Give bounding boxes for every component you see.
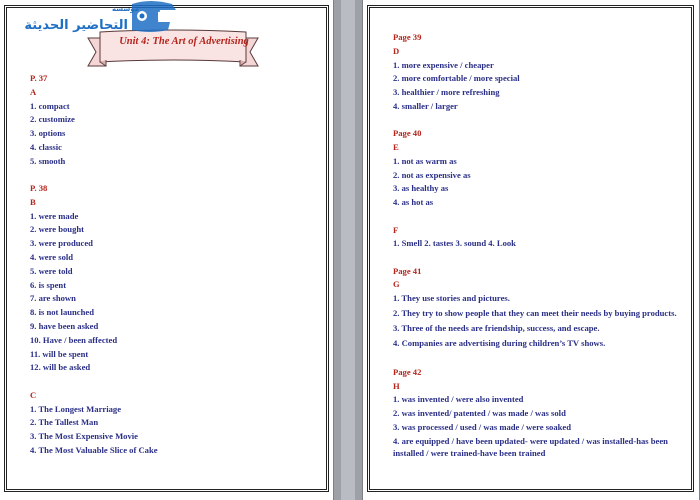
list-item: 2. They try to show people that they can meet their needs by buying products. [393, 308, 677, 319]
section-page-label: Page 42 [393, 366, 422, 377]
section-page-label: Page 41 [393, 265, 422, 276]
list-item: 1. compact [30, 100, 70, 111]
list-item: 8. is not launched [30, 307, 94, 318]
list-item: 1. Smell 2. tastes 3. sound 4. Look [393, 238, 516, 249]
section-page-label: P. 38 [30, 183, 48, 194]
right-answers [393, 31, 678, 459]
section-letter: C [30, 389, 37, 400]
list-item: 2. were bought [30, 224, 85, 235]
list-item: 4. Companies are advertising during children’s TV shows. [393, 338, 606, 349]
list-item: 4. smaller / larger [393, 100, 458, 111]
section-letter: H [393, 380, 400, 391]
section-letter: E [393, 142, 399, 153]
list-item: 4. The Most Valuable Slice of Cake [30, 444, 158, 455]
section-letter: A [30, 86, 37, 97]
unit-title: Unit 4: The Art of Advertising [119, 36, 249, 47]
list-item: 11. will be spent [30, 348, 89, 359]
list-item: 3. Three of the needs are friendship, success, and escape. [393, 323, 600, 334]
page-gutter [334, 0, 362, 500]
section-page-label: Page 40 [393, 128, 422, 139]
list-item: 4. were sold [30, 252, 74, 263]
list-item: 1. was invented / were also invented [393, 394, 524, 405]
left-answers [30, 72, 320, 458]
list-item: 5. smooth [30, 155, 66, 166]
list-item: 2. customize [30, 114, 75, 125]
section-letter: F [393, 224, 399, 235]
list-item: 2. more comfortable / more special [393, 73, 520, 84]
section-letter: D [393, 45, 400, 56]
list-item: 3. were produced [30, 238, 93, 249]
list-item: 7. are shown [30, 293, 76, 304]
list-item: 1. more expensive / cheaper [393, 59, 494, 70]
list-item: 12. will be asked [30, 362, 91, 373]
list-item: 3. healthier / more refreshing [393, 87, 500, 98]
list-item: 1. The Longest Marriage [30, 403, 122, 414]
list-item: 4. classic [30, 141, 62, 152]
list-item: 4. as hot as [393, 197, 434, 208]
list-item: 2. was invented/ patented / was made / was sold [393, 408, 566, 419]
list-item: 3. was processed / used / was made / were soaked [393, 421, 572, 432]
list-item: 2. not as expensive as [393, 169, 471, 180]
publisher-logo [0, 0, 190, 42]
list-item: 1. were made [30, 210, 79, 221]
list-item: 6. is spent [30, 279, 67, 290]
section-letter: G [393, 279, 400, 290]
list-item: 4. are equipped / have been updated- were updated / was installed-has been installed / were trained-have been trained [393, 435, 668, 458]
list-item: 1. They use stories and pictures. [393, 293, 510, 304]
left-page [0, 0, 334, 500]
section-page-label: Page 39 [393, 32, 422, 42]
section-letter: B [30, 196, 36, 207]
list-item: 3. The Most Expensive Movie [30, 431, 138, 442]
list-item: 3. as healthy as [393, 183, 449, 194]
right-page [362, 0, 700, 500]
section-page-label: P. 37 [30, 73, 48, 83]
logo-subtitle: مؤسسة [112, 5, 139, 13]
list-item: 2. The Tallest Man [30, 417, 99, 428]
list-item: 9. have been asked [30, 321, 99, 332]
list-item: 10. Have / been affected [30, 334, 118, 345]
list-item: 1. not as warm as [393, 155, 457, 166]
logo-title: التحاضير الحديثة [24, 18, 128, 33]
list-item: 3. options [30, 128, 66, 139]
list-item: 5. were told [30, 265, 73, 276]
